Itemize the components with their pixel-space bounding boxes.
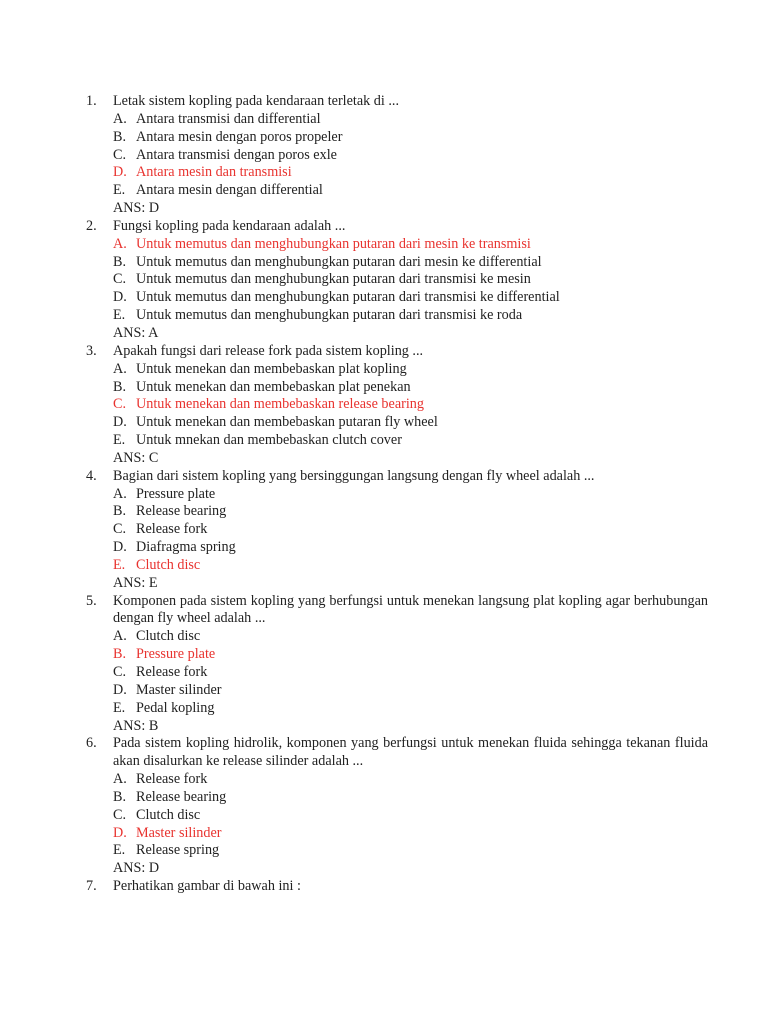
option-letter: A. (113, 110, 127, 127)
answer-option (86, 414, 708, 432)
answer-option (86, 361, 708, 379)
answer-option (86, 521, 708, 539)
option-text: Antara mesin dan transmisi (136, 164, 292, 181)
answer-key: ANS: C (113, 449, 159, 466)
option-text: Master silinder (136, 681, 222, 698)
option-text: Clutch disc (136, 556, 201, 573)
question-text: Pada sistem kopling hidrolik, komponen yang berfungsi untuk menekan fluida sehingga tekanan fluida akan disalurkan ke release silinder adalah ... (113, 735, 708, 770)
answer-option-correct (86, 396, 708, 414)
answer-option (86, 664, 708, 682)
question-item (86, 878, 708, 896)
question-row (86, 218, 708, 236)
answer-option (86, 503, 708, 521)
option-text: Untuk menekan dan membebaskan plat penekan (136, 378, 411, 395)
answer-option-correct (86, 164, 708, 182)
option-letter: B. (113, 128, 127, 145)
option-text: Release spring (136, 842, 220, 859)
option-text: Diafragma spring (136, 539, 236, 556)
answer-option (86, 182, 708, 200)
answer-option (86, 379, 708, 397)
answer-option (86, 111, 708, 129)
answer-key: ANS: D (113, 200, 160, 217)
question-number: 4. (86, 467, 97, 484)
option-letter: B. (113, 646, 127, 663)
question-row (86, 878, 708, 896)
answer-option (86, 147, 708, 165)
option-letter: E. (113, 432, 126, 449)
option-text: Release bearing (136, 503, 227, 520)
question-item (86, 343, 708, 468)
question-text: Apakah fungsi dari release fork pada sistem kopling ... (113, 342, 424, 359)
answer-option (86, 789, 708, 807)
option-letter: A. (113, 235, 127, 252)
answer-option (86, 486, 708, 504)
option-letter: B. (113, 503, 127, 520)
question-row (86, 468, 708, 486)
option-text: Release fork (136, 521, 208, 538)
option-text: Untuk memutus dan menghubungkan putaran dari mesin ke differential (136, 253, 542, 270)
option-letter: C. (113, 806, 127, 823)
option-text: Antara transmisi dan differential (136, 110, 321, 127)
option-text: Pressure plate (136, 646, 216, 663)
answer-key: ANS: A (113, 324, 159, 341)
answer-option (86, 682, 708, 700)
answer-option (86, 807, 708, 825)
question-row (86, 343, 708, 361)
answer-option (86, 129, 708, 147)
question-item (86, 735, 708, 878)
option-letter: A. (113, 771, 127, 788)
option-text: Untuk menekan dan membebaskan release bearing (136, 396, 424, 413)
option-letter: E. (113, 556, 126, 573)
question-row (86, 735, 708, 771)
option-text: Clutch disc (136, 806, 201, 823)
option-text: Antara mesin dengan differential (136, 182, 323, 199)
option-letter: E. (113, 699, 126, 716)
question-number: 3. (86, 342, 97, 359)
question-text: Letak sistem kopling pada kendaraan terletak di ... (113, 93, 400, 109)
option-letter: A. (113, 485, 127, 502)
option-letter: E. (113, 182, 126, 199)
option-letter: D. (113, 414, 127, 431)
option-letter: B. (113, 378, 127, 395)
option-letter: D. (113, 539, 127, 556)
answer-option (86, 432, 708, 450)
answer-option (86, 700, 708, 718)
question-row (86, 593, 708, 629)
option-letter: A. (113, 628, 127, 645)
option-text: Master silinder (136, 824, 222, 841)
option-text: Antara transmisi dengan poros exle (136, 146, 337, 163)
option-text: Release fork (136, 771, 208, 788)
option-letter: B. (113, 253, 127, 270)
option-text: Antara mesin dengan poros propeler (136, 128, 343, 145)
option-letter: C. (113, 271, 127, 288)
option-letter: D. (113, 289, 127, 306)
option-text: Clutch disc (136, 628, 201, 645)
option-letter: B. (113, 788, 127, 805)
option-letter: E. (113, 842, 126, 859)
answer-option (86, 628, 708, 646)
question-number: 6. (86, 735, 97, 752)
option-letter: A. (113, 360, 127, 377)
answer-option-correct (86, 646, 708, 664)
question-number: 7. (86, 878, 97, 895)
option-text: Release bearing (136, 788, 227, 805)
answer-option (86, 771, 708, 789)
question-list (86, 93, 708, 896)
answer-option-correct (86, 236, 708, 254)
question-text: Komponen pada sistem kopling yang berfungsi untuk menekan langsung plat kopling agar berhubungan dengan fly wheel adalah ... (113, 592, 708, 627)
option-text: Untuk memutus dan menghubungkan putaran dari transmisi ke roda (136, 307, 523, 324)
option-text: Untuk mnekan dan membebaskan clutch cover (136, 432, 402, 449)
answer-key: ANS: E (113, 574, 158, 591)
question-text: Fungsi kopling pada kendaraan adalah ... (113, 217, 346, 234)
question-item (86, 593, 708, 736)
option-letter: D. (113, 824, 127, 841)
option-letter: C. (113, 146, 127, 163)
answer-key: ANS: D (113, 860, 160, 877)
option-letter: C. (113, 521, 127, 538)
option-letter: E. (113, 307, 126, 324)
answer-option-correct (86, 825, 708, 843)
option-letter: D. (113, 164, 127, 181)
answer-key: ANS: B (113, 717, 159, 734)
option-text: Untuk menekan dan membebaskan putaran fly wheel (136, 414, 438, 431)
question-number: 1. (86, 93, 97, 109)
option-letter: C. (113, 664, 127, 680)
option-text: Pressure plate (136, 485, 216, 502)
option-text: Release fork (136, 664, 208, 680)
option-text: Untuk memutus dan menghubungkan putaran dari mesin ke transmisi (136, 235, 531, 252)
question-text: Perhatikan gambar di bawah ini : (113, 878, 301, 895)
option-letter: C. (113, 396, 127, 413)
question-text: Bagian dari sistem kopling yang bersinggungan langsung dengan fly wheel adalah ... (113, 467, 595, 484)
answer-option (86, 271, 708, 289)
question-item (86, 93, 708, 218)
option-text: Untuk memutus dan menghubungkan putaran dari transmisi ke mesin (136, 271, 531, 288)
option-letter: D. (113, 681, 127, 698)
answer-option (86, 307, 708, 325)
answer-option (86, 539, 708, 557)
answer-option-correct (86, 557, 708, 575)
question-number: 5. (86, 592, 97, 609)
question-row (86, 93, 708, 111)
answer-option (86, 842, 708, 860)
answer-option (86, 289, 708, 307)
option-text: Untuk memutus dan menghubungkan putaran dari transmisi ke differential (136, 289, 560, 306)
question-item (86, 218, 708, 343)
question-number: 2. (86, 217, 97, 234)
option-text: Pedal kopling (136, 699, 215, 716)
question-item (86, 468, 708, 593)
option-text: Untuk menekan dan membebaskan plat kopling (136, 360, 407, 377)
answer-option (86, 254, 708, 272)
